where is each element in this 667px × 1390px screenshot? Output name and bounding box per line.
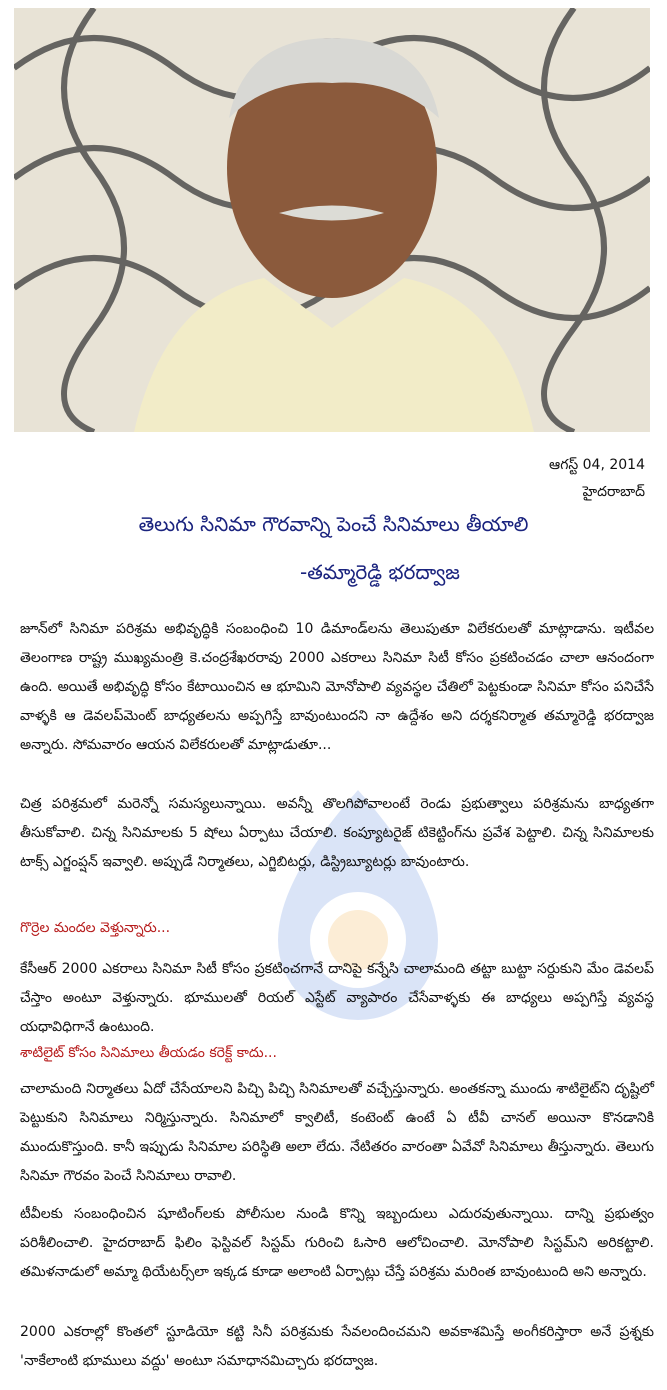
article-body-1 <box>20 615 654 777</box>
article-body-2 <box>20 790 654 877</box>
paragraph: జూన్‌లో సినిమా పరిశ్రమ అభివృద్ధికి సంబంధించి 10 డిమాండ్‌లను తెలుపుతూ విలేకరులతో మాట్లాడాను. ఇటీవల తెలంగాణ రాష్ట్ర ముఖ్యమంత్రి కె.చంద్రశేఖరరావు 2000 ఎకరాలు సినిమా సిటీ కోసం ప్రకటించడం చాలా ఆనందంగా ఉంది. అయితే అభివృద్ధి కోసం కేటాయించిన ఆ భూమిని మోనోపాలి వ్యవస్థల చేతిలో పెట్టకుండా సినిమా కోసం పనిచేసే వాళ్ళకి ఆ డెవలప్‌మెంట్ బాధ్యతలను అప్పగిస్తే బావుంటుందని నా ఉద్దేశం అని దర్శకనిర్మాత తమ్మారెడ్డి భరద్వాజ అన్నారు. సోమవారం ఆయన విలేకరులతో మాట్లాడుతూ... <box>20 621 654 753</box>
subheading: గొర్రెల మందల వెళ్తున్నారు... <box>20 920 171 936</box>
article-body-4 <box>20 1075 654 1191</box>
portrait-image <box>14 8 650 432</box>
article-title: తెలుగు సినిమా గౌరవాన్ని పెంచే సినిమాలు తీయాలి <box>138 512 529 536</box>
article-body-3 <box>20 955 654 1042</box>
dateline <box>549 452 645 506</box>
subheading: శాటిలైట్ కోసం సినిమాలు తీయడం కరెక్ట్ కాదు... <box>20 1045 277 1061</box>
paragraph: చాలామంది నిర్మాతలు ఏదో చేసేయాలని పిచ్చి పిచ్చి సినిమాలతో వచ్చేస్తున్నారు. అంతకన్నా ముందు శాటిలైట్‌ని దృష్టిలో పెట్టుకుని సినిమాలు నిర్మిస్తున్నారు. సినిమాలో క్వాలిటీ, కంటెంట్ ఉంటే ఏ టీవీ చానల్ అయినా కొనడానికి ముందుకొస్తుంది. కానీ ఇప్పుడు సినిమాల పరిస్థితి అలా లేదు. నేటితరం వారంతా ఏవేవో సినిమాలు తీస్తున్నారు. తెలుగు సినిమా గౌరవం పెంచే సినిమాలు రావాలి. <box>20 1081 654 1184</box>
article-body-6 <box>20 1318 654 1376</box>
article-date: ఆగస్ట్ 04, 2014 <box>549 457 645 473</box>
paragraph: చిత్ర పరిశ్రమలో మరెన్నో సమస్యలున్నాయి. అవన్నీ తొలగిపోవాలంటే రెండు ప్రభుత్వాలు పరిశ్రమను బాధ్యతగా తీసుకోవాలి. చిన్న సినిమాలకు 5 షోలు ఏర్పాటు చేయాలి. కంప్యూటరైజ్ టికెట్టింగ్‌ను ప్రవేశ పెట్టాలి. చిన్న సినిమాలకు టాక్స్ ఎగ్జంప్షన్ ఇవ్వాలి. అప్పుడే నిర్మాతలు, ఎగ్జిబిటర్లు, డిస్ట్రిబ్యూటర్లు బావుంటారు. <box>20 796 654 870</box>
paragraph: 2000 ఎకరాల్లో కొంతలో స్టూడియో కట్టి సినీ పరిశ్రమకు సేవలందించమని అవకాశమిస్తే అంగీకరిస్తారా అనే ప్రశ్నకు 'నాకేలాంటి భూములు వద్దు' అంటూ సమాధానమిచ్చారు భరద్వాజ. <box>20 1324 654 1369</box>
paragraph: టీవీలకు సంబంధించిన షూటింగ్‌లకు పోలీసుల నుండి కొన్ని ఇబ్బందులు ఎదురవుతున్నాయి. దాన్ని ప్రభుత్వం పరిశీలించాలి. హైదరాబాద్ ఫిలిం ఫెస్టివల్ సిస్టమ్ గురించి ఓసారి ఆలోచించాలి. మోనోపాలి సిస్టమ్‌ని అరికట్టాలి. తమిళనాడులో అమ్మా థియేటర్స్‌లా ఇక్కడ కూడా అలాంటి ఏర్పాట్లు చేస్తే పరిశ్రమ మరింత బావుంటుంది అని అన్నారు. <box>20 1206 654 1280</box>
article-place: హైదరాబాద్ <box>582 484 645 500</box>
paragraph: కేసీఆర్ 2000 ఎకరాలు సినిమా సిటీ కోసం ప్రకటించగానే దానిపై కన్నేసి చాలామంది తట్టా బుట్టా సర్దుకుని మేం డెవలప్ చేస్తాం అంటూ వెళ్తున్నారు. భూములతో రియల్ ఎస్టేట్ వ్యాపారం చేసేవాళ్ళకు ఈ బాధ్యలు అప్పగిస్తే వ్యవస్థ యధావిధిగానే ఉంటుంది. <box>20 961 654 1035</box>
article-byline: -తమ్మారెడ్డి భరద్వాజ <box>300 560 460 584</box>
article-photo <box>14 8 650 432</box>
article-body-5 <box>20 1200 654 1287</box>
